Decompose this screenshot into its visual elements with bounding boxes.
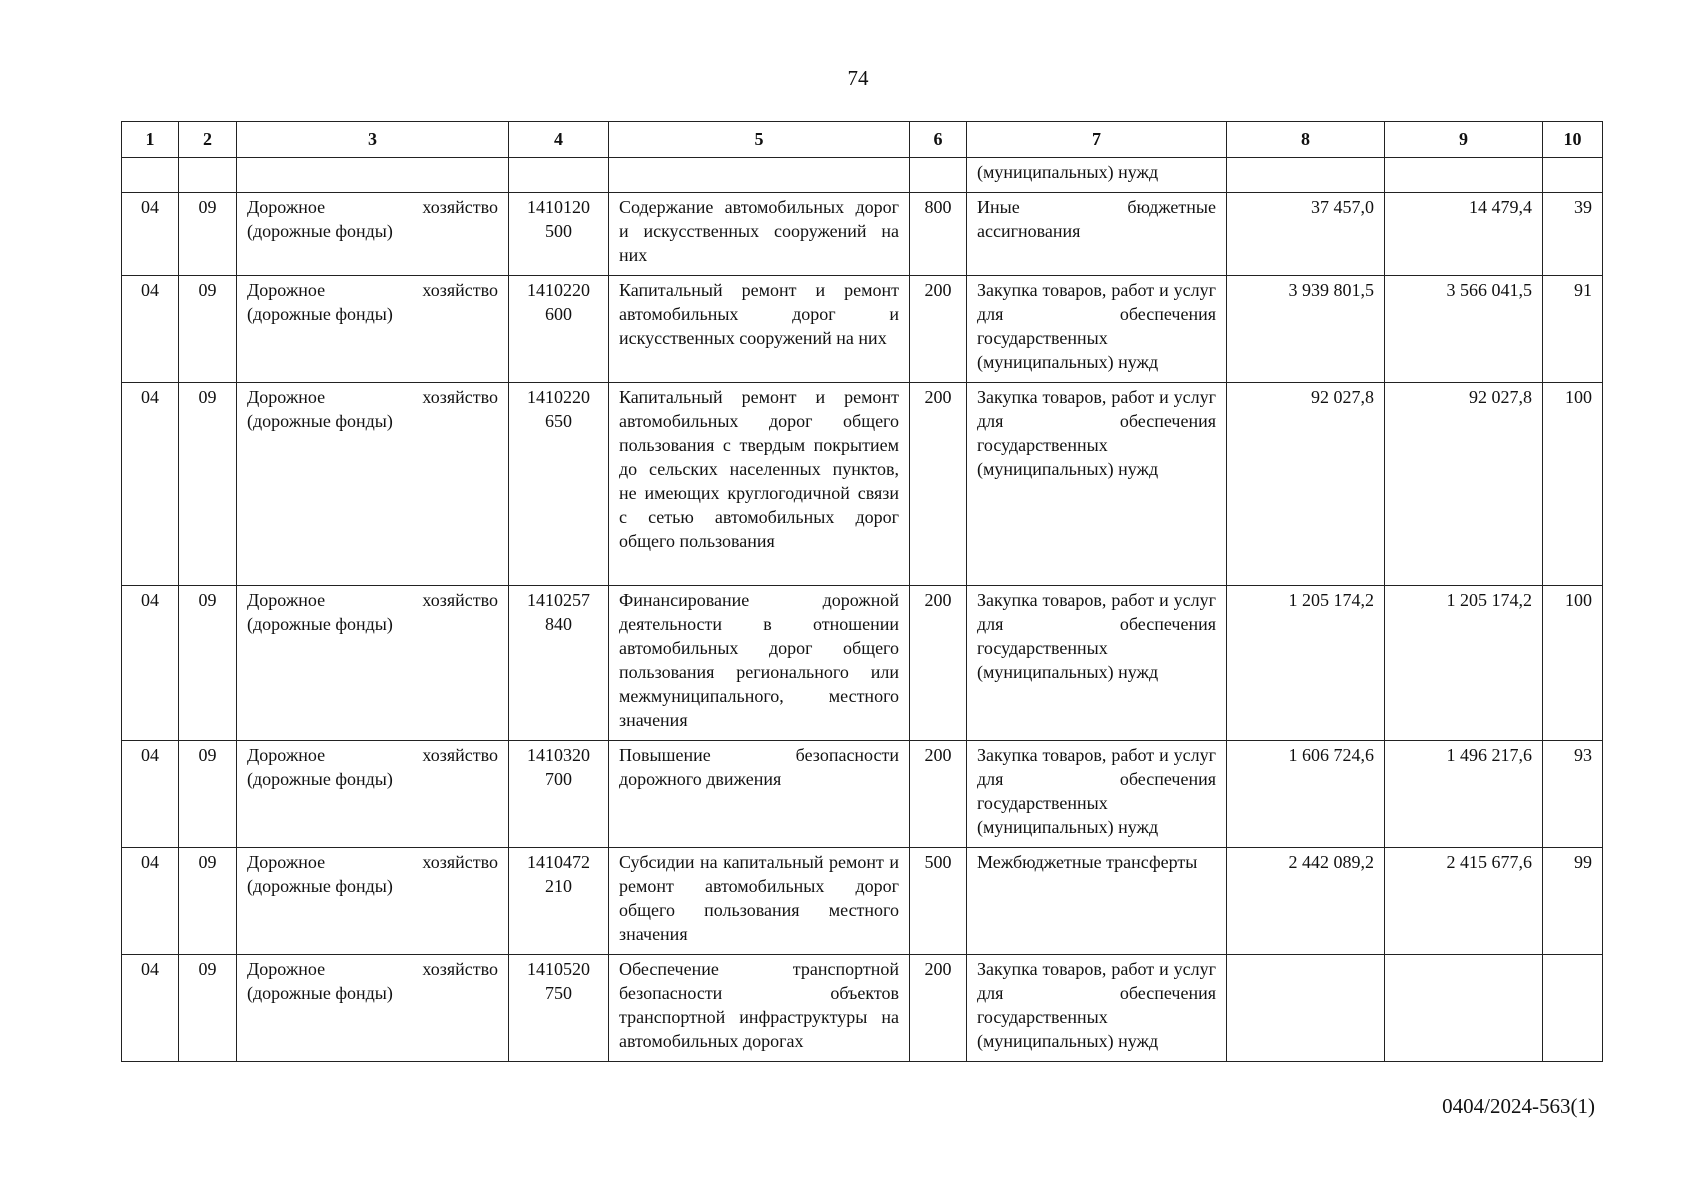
empty-cell <box>1227 158 1385 193</box>
cell-expense-type: Закупка товаров, работ и услуг для обеспечения государственных (муниципальных) нужд <box>967 955 1227 1062</box>
cell-expense-code: 200 <box>910 276 967 383</box>
cell-section: 04 <box>122 193 179 276</box>
cell-expense-type: (муниципальных) нужд <box>967 158 1227 193</box>
section-name-line: (дорожные фонды) <box>247 221 393 241</box>
budget-table <box>121 121 1603 1062</box>
cell-percent: 100 <box>1543 586 1603 741</box>
cell-section: 04 <box>122 586 179 741</box>
table-row <box>122 383 1603 586</box>
column-header: 9 <box>1385 122 1543 158</box>
empty-cell <box>609 158 910 193</box>
empty-cell <box>1543 158 1603 193</box>
target-code-part: 210 <box>545 876 572 896</box>
cell-section-name <box>237 586 509 741</box>
cell-target-name: Капитальный ремонт и ремонт автомобильных дорог и искусственных сооружений на них <box>609 276 910 383</box>
header-row <box>122 122 1603 158</box>
column-header: 8 <box>1227 122 1385 158</box>
cell-planned: 1 606 724,6 <box>1227 741 1385 848</box>
cell-planned: 2 442 089,2 <box>1227 848 1385 955</box>
section-name-word: хозяйство <box>422 745 498 765</box>
cell-percent <box>1543 955 1603 1062</box>
table-row <box>122 586 1603 741</box>
cell-expense-type: Межбюджетные трансферты <box>967 848 1227 955</box>
empty-cell <box>122 158 179 193</box>
cell-executed <box>1385 955 1543 1062</box>
cell-section: 04 <box>122 848 179 955</box>
column-header: 2 <box>179 122 237 158</box>
cell-planned: 1 205 174,2 <box>1227 586 1385 741</box>
cell-target-name: Субсидии на капитальный ремонт и ремонт автомобильных дорог общего пользования местного значения <box>609 848 910 955</box>
cell-target-code <box>509 193 609 276</box>
cell-target-name: Содержание автомобильных дорог и искусственных сооружений на них <box>609 193 910 276</box>
cell-subsection: 09 <box>179 193 237 276</box>
cell-executed: 1 496 217,6 <box>1385 741 1543 848</box>
cell-subsection: 09 <box>179 741 237 848</box>
cell-planned: 37 457,0 <box>1227 193 1385 276</box>
column-header: 5 <box>609 122 910 158</box>
empty-cell <box>237 158 509 193</box>
section-name-word: хозяйство <box>422 387 498 407</box>
target-code-part: 700 <box>545 769 572 789</box>
cell-target-code <box>509 383 609 586</box>
cell-executed: 1 205 174,2 <box>1385 586 1543 741</box>
target-code-part: 1410120 <box>527 197 590 217</box>
cell-section-name <box>237 383 509 586</box>
section-name-line: (дорожные фонды) <box>247 769 393 789</box>
cell-subsection: 09 <box>179 586 237 741</box>
section-name-word: хозяйство <box>422 197 498 217</box>
cell-percent: 99 <box>1543 848 1603 955</box>
table-row <box>122 276 1603 383</box>
cell-executed: 92 027,8 <box>1385 383 1543 586</box>
section-name-line: (дорожные фонды) <box>247 983 393 1003</box>
table-row <box>122 741 1603 848</box>
column-header: 1 <box>122 122 179 158</box>
cell-planned: 3 939 801,5 <box>1227 276 1385 383</box>
empty-cell <box>910 158 967 193</box>
cell-section: 04 <box>122 276 179 383</box>
cell-subsection: 09 <box>179 848 237 955</box>
cell-expense-code: 200 <box>910 383 967 586</box>
cell-percent: 39 <box>1543 193 1603 276</box>
cell-subsection: 09 <box>179 383 237 586</box>
document-id: 0404/2024-563(1) <box>1442 1094 1595 1118</box>
target-code-part: 600 <box>545 304 572 324</box>
column-header: 6 <box>910 122 967 158</box>
section-name-line: (дорожные фонды) <box>247 876 393 896</box>
cell-planned <box>1227 955 1385 1062</box>
cell-expense-code: 200 <box>910 741 967 848</box>
cell-expense-type: Иные бюджетные ассигнования <box>967 193 1227 276</box>
target-code-part: 750 <box>545 983 572 1003</box>
column-header: 7 <box>967 122 1227 158</box>
section-name-word: Дорожное <box>247 280 326 300</box>
cell-subsection: 09 <box>179 955 237 1062</box>
cell-section-name <box>237 193 509 276</box>
cell-percent: 100 <box>1543 383 1603 586</box>
cell-section-name <box>237 276 509 383</box>
cell-section-name <box>237 955 509 1062</box>
target-code-part: 500 <box>545 221 572 241</box>
cell-target-name: Повышение безопасности дорожного движения <box>609 741 910 848</box>
cell-target-code <box>509 586 609 741</box>
cell-target-name: Финансирование дорожной деятельности в отношении автомобильных дорог общего пользования регионального или межмуниципального, местного значения <box>609 586 910 741</box>
cell-expense-type: Закупка товаров, работ и услуг для обеспечения государственных (муниципальных) нужд <box>967 741 1227 848</box>
cell-expense-code: 800 <box>910 193 967 276</box>
cell-target-name: Капитальный ремонт и ремонт автомобильных дорог общего пользования с твердым покрытием до сельских населенных пунктов, не имеющих круглогодичной связи с сетью автомобильных дорог общего пользования <box>609 383 910 586</box>
target-code-part: 840 <box>545 614 572 634</box>
empty-cell <box>179 158 237 193</box>
section-name-word: Дорожное <box>247 852 326 872</box>
section-name-word: Дорожное <box>247 959 326 979</box>
cell-executed: 14 479,4 <box>1385 193 1543 276</box>
cell-section: 04 <box>122 383 179 586</box>
section-name-word: хозяйство <box>422 590 498 610</box>
section-name-line: (дорожные фонды) <box>247 614 393 634</box>
cell-subsection: 09 <box>179 276 237 383</box>
target-code-part: 650 <box>545 411 572 431</box>
cell-expense-code: 200 <box>910 586 967 741</box>
cell-section: 04 <box>122 741 179 848</box>
cell-section-name <box>237 741 509 848</box>
cell-target-name: Обеспечение транспортной безопасности объектов транспортной инфраструктуры на автомобильных дорогах <box>609 955 910 1062</box>
continuation-row <box>122 158 1603 193</box>
cell-percent: 93 <box>1543 741 1603 848</box>
cell-target-code <box>509 276 609 383</box>
section-name-word: Дорожное <box>247 745 326 765</box>
cell-target-code <box>509 848 609 955</box>
section-name-word: Дорожное <box>247 590 326 610</box>
column-header: 3 <box>237 122 509 158</box>
cell-expense-type: Закупка товаров, работ и услуг для обеспечения государственных (муниципальных) нужд <box>967 276 1227 383</box>
cell-expense-type: Закупка товаров, работ и услуг для обеспечения государственных (муниципальных) нужд <box>967 383 1227 586</box>
section-name-line: (дорожные фонды) <box>247 304 393 324</box>
target-code-part: 1410257 <box>527 590 590 610</box>
table-row <box>122 955 1603 1062</box>
cell-expense-code: 500 <box>910 848 967 955</box>
cell-executed: 3 566 041,5 <box>1385 276 1543 383</box>
section-name-word: хозяйство <box>422 959 498 979</box>
cell-percent: 91 <box>1543 276 1603 383</box>
target-code-part: 1410220 <box>527 280 590 300</box>
section-name-word: Дорожное <box>247 387 326 407</box>
target-code-part: 1410520 <box>527 959 590 979</box>
section-name-line: (дорожные фонды) <box>247 411 393 431</box>
column-header: 10 <box>1543 122 1603 158</box>
table-row <box>122 193 1603 276</box>
target-code-part: 1410472 <box>527 852 590 872</box>
cell-section-name <box>237 848 509 955</box>
column-header: 4 <box>509 122 609 158</box>
cell-section: 04 <box>122 955 179 1062</box>
section-name-word: хозяйство <box>422 280 498 300</box>
cell-target-code <box>509 955 609 1062</box>
target-code-part: 1410320 <box>527 745 590 765</box>
empty-cell <box>509 158 609 193</box>
target-code-part: 1410220 <box>527 387 590 407</box>
cell-expense-type: Закупка товаров, работ и услуг для обеспечения государственных (муниципальных) нужд <box>967 586 1227 741</box>
cell-target-code <box>509 741 609 848</box>
cell-expense-code: 200 <box>910 955 967 1062</box>
table-row <box>122 848 1603 955</box>
page-number: 74 <box>847 66 869 90</box>
empty-cell <box>1385 158 1543 193</box>
cell-executed: 2 415 677,6 <box>1385 848 1543 955</box>
cell-planned: 92 027,8 <box>1227 383 1385 586</box>
section-name-word: хозяйство <box>422 852 498 872</box>
section-name-word: Дорожное <box>247 197 326 217</box>
